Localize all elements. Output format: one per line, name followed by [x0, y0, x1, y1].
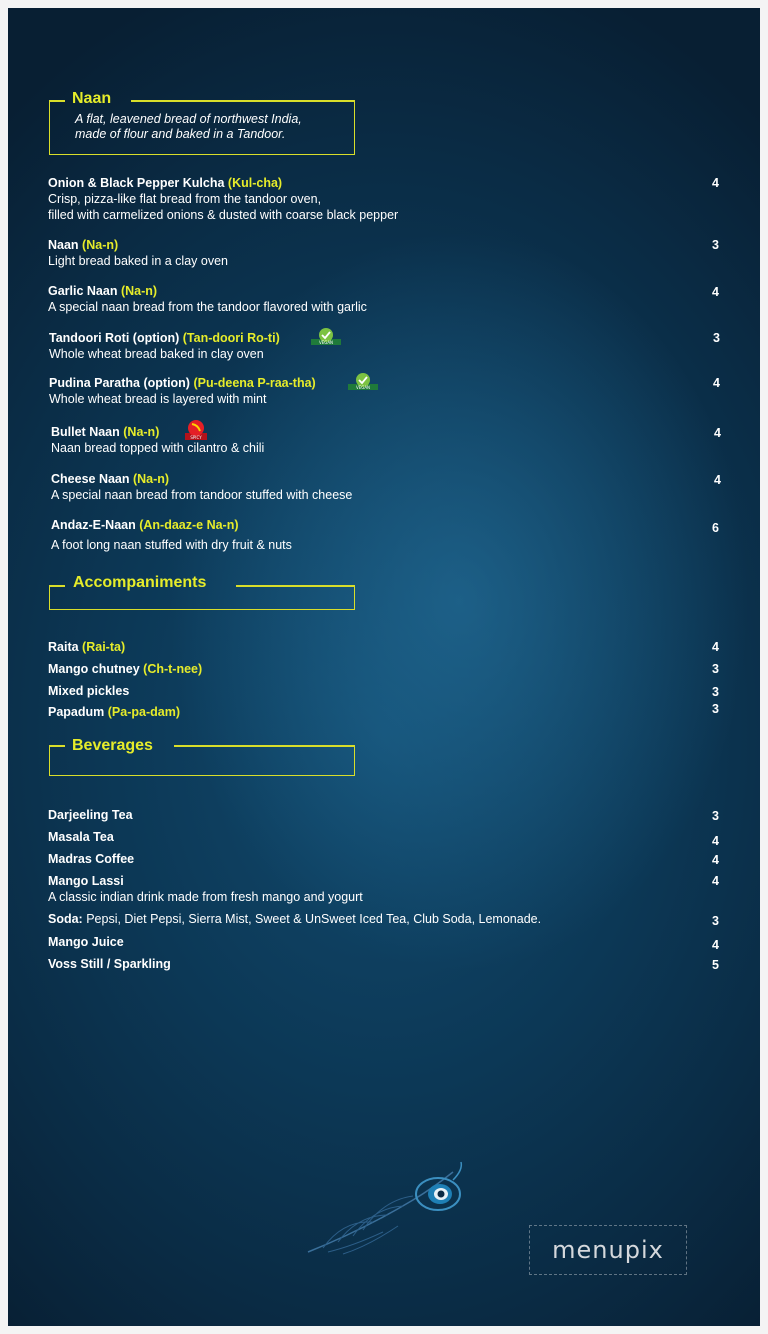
menu-item-price: 4	[712, 874, 719, 888]
menu-item-pronunciation: (Ch-t-nee)	[143, 662, 203, 676]
vegan-badge-text: VEGAN	[318, 340, 334, 345]
menu-item-price: 4	[712, 938, 719, 952]
menu-item-name: Voss Still / Sparkling	[48, 957, 171, 971]
watermark-text: menupix	[529, 1225, 687, 1275]
menu-item-price: 6	[712, 521, 719, 535]
menu-item-name: Naan (Na-n)	[48, 238, 119, 252]
menu-item-name: Soda:	[48, 912, 83, 926]
vegan-badge-icon	[311, 327, 341, 345]
peacock-feather-icon	[303, 1160, 473, 1260]
menu-item-price: 4	[712, 285, 719, 299]
menu-item-name: Mixed pickles	[48, 684, 130, 698]
menu-item-name: Mango Juice	[48, 935, 124, 949]
menu-page	[8, 8, 760, 1326]
menu-item-pronunciation: (Na-n)	[132, 472, 170, 486]
menu-item-price: 3	[712, 809, 719, 823]
vegan-badge-icon	[348, 372, 378, 390]
menu-item-description: filled with carmelized onions & dusted with coarse black pepper	[48, 208, 399, 222]
menu-item-name: Andaz-E-Naan (An-daaz-e Na-n)	[51, 518, 239, 532]
spicy-chili-icon	[184, 419, 208, 441]
menu-item-description: Whole wheat bread baked in clay oven	[49, 347, 264, 361]
menu-item-pronunciation: (Pu-deena P-raa-tha)	[193, 376, 316, 390]
menu-item-price: 3	[712, 914, 719, 928]
menu-item-pronunciation: (Tan-doori Ro-ti)	[182, 331, 280, 345]
menu-item-price: 5	[712, 958, 719, 972]
menu-item-pronunciation: (Na-n)	[82, 238, 119, 252]
menu-item-price: 3	[712, 685, 719, 699]
menu-item-name: Mango chutney (Ch-t-nee)	[48, 662, 203, 676]
menu-item-pronunciation: (Na-n)	[123, 425, 160, 439]
menu-item-price: 3	[713, 331, 720, 345]
soda-line	[48, 911, 541, 928]
menu-item-pronunciation: (An-daaz-e Na-n)	[139, 518, 239, 532]
menu-item-name: Darjeeling Tea	[48, 808, 133, 822]
menu-item-description: A foot long naan stuffed with dry fruit & nuts	[51, 538, 292, 552]
menu-item-description: A special naan bread from tandoor stuffed with cheese	[51, 488, 353, 502]
menu-item-pronunciation: (Rai-ta)	[82, 640, 126, 654]
menu-item-name: Raita (Rai-ta)	[48, 640, 126, 654]
menu-item-price: 4	[714, 473, 721, 487]
menu-item-price: 4	[714, 426, 721, 440]
section-title-beverages: Beverages	[72, 737, 153, 754]
menu-item-name: Bullet Naan (Na-n)	[51, 425, 160, 439]
menu-item-name: Tandoori Roti (option) (Tan-doori Ro-ti)	[49, 331, 280, 345]
menu-item-name: Onion & Black Pepper Kulcha (Kul-cha)	[48, 176, 283, 190]
menu-item-name: Mango Lassi	[48, 874, 124, 888]
menu-item-name: Garlic Naan (Na-n)	[48, 284, 158, 298]
menu-item-name: Cheese Naan (Na-n)	[51, 472, 170, 486]
menu-item-description: A classic indian drink made from fresh mango and yogurt	[48, 890, 363, 904]
menu-item-price: 4	[712, 834, 719, 848]
menu-item-name: Pudina Paratha (option) (Pu-deena P-raa-tha)	[49, 376, 316, 390]
menu-item-name: Masala Tea	[48, 830, 114, 844]
menu-item-name: Madras Coffee	[48, 852, 135, 866]
menu-item-price: 4	[712, 640, 719, 654]
menu-item-description: Light bread baked in a clay oven	[48, 254, 228, 268]
naan-intro-line-2: made of flour and baked in a Tandoor.	[75, 127, 286, 141]
menu-item-price: 3	[712, 238, 719, 252]
menu-item-description: Pepsi, Diet Pepsi, Sierra Mist, Sweet & UnSweet Iced Tea, Club Soda, Lemonade.	[82, 912, 542, 926]
menu-item-description: A special naan bread from the tandoor flavored with garlic	[48, 300, 367, 314]
section-title-accompaniments: Accompaniments	[73, 574, 207, 591]
menu-item-name: Papadum (Pa-pa-dam)	[48, 705, 180, 719]
menu-item-pronunciation: (Kul-cha)	[227, 176, 283, 190]
menu-item-description: Whole wheat bread is layered with mint	[49, 392, 267, 406]
menu-item-price: 4	[712, 853, 719, 867]
vegan-badge-text: VEGAN	[355, 385, 371, 390]
menu-item-pronunciation: (Na-n)	[120, 284, 158, 298]
menu-item-description: Naan bread topped with cilantro & chili	[51, 441, 265, 455]
section-title-naan: Naan	[72, 90, 112, 107]
spicy-badge-text: SPICY	[190, 435, 202, 440]
menu-item-price: 3	[712, 662, 719, 676]
menu-item-price: 4	[713, 376, 720, 390]
menu-item-pronunciation: (Pa-pa-dam)	[107, 705, 180, 719]
menu-item-description: Crisp, pizza-like flat bread from the tandoor oven,	[48, 192, 322, 206]
menu-item-price: 3	[712, 702, 719, 716]
menu-item-price: 4	[712, 176, 719, 190]
naan-intro-line-1: A flat, leavened bread of northwest India,	[75, 112, 302, 126]
